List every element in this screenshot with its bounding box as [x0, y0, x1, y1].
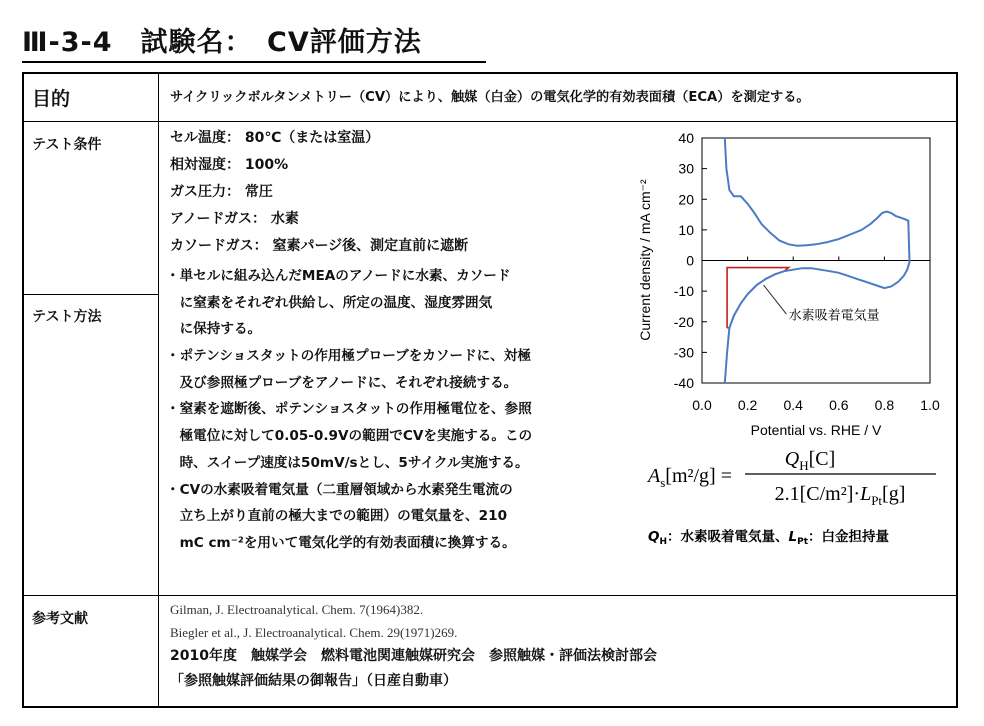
svg-text:QH[C] [785, 448, 836, 473]
y-tick-label: 30 [678, 160, 694, 177]
method-label: テスト方法 [32, 309, 102, 325]
column-divider [158, 74, 159, 706]
condition-item: セル温度： 80℃（または室温） [170, 130, 380, 146]
method-line: ・単セルに組み込んだMEAのアノードに水素、カソード [166, 268, 511, 284]
formula-den-const: 2.1[C/m²]· [774, 483, 861, 505]
formula-lhs-unit: [m²/g] = [665, 465, 732, 487]
formula-den-sub: Pt [871, 493, 883, 508]
formula-num-sub: H [799, 458, 809, 473]
condition-item: カソードガス： 窒素パージ後、測定直前に遮断 [170, 238, 469, 254]
y-tick-label: -40 [673, 375, 694, 391]
formula-numerator: [C] [808, 448, 836, 470]
conditions-label: テスト条件 [32, 137, 102, 153]
x-tick-label: 0.4 [783, 397, 803, 413]
y-tick-label: 20 [678, 191, 694, 208]
x-tick-label: 0.2 [737, 397, 758, 413]
svg-text:QH：水素吸着電気量、LPt：白金担持量 [648, 528, 890, 547]
y-tick-label: 40 [678, 130, 694, 146]
svg-text:As[m²/g] = [646, 465, 732, 490]
formula-lhs-symbol: A [648, 465, 661, 487]
method-text [166, 263, 532, 557]
cv-chart [620, 125, 950, 440]
method-line: に窒素をそれぞれ供給し、所定の温度、湿度雰囲気 [166, 294, 493, 311]
y-axis-title [637, 179, 653, 341]
annotation-label: 水素吸着電気量 [788, 308, 880, 324]
formula-lhs-sub: s [660, 475, 666, 490]
plot-marks [702, 138, 930, 383]
method-line: 極電位に対して0.05-0.9Vの範囲でCVを実施する。この [166, 428, 533, 445]
reference-item: 「参照触媒評価結果の御報告」（日産自動車） [170, 673, 457, 689]
svg-text:2.1[C/m²]·LPt[g] [775, 483, 906, 508]
method-line: ・CVの水素吸着電気量（二重層領域から水素発生電流の [166, 481, 513, 498]
y-tick-label: -10 [673, 283, 694, 300]
legend-l-text: ：白金担持量 [808, 529, 890, 545]
row-divider-purpose [24, 121, 956, 122]
method-line: に保持する。 [166, 321, 262, 338]
purpose-text: サイクリックボルタンメトリー（CV）により、触媒（白金）の電気化学的有効表面積（ECA）を測定する。 [170, 90, 810, 105]
x-tick-label: 0.0 [692, 397, 712, 413]
x-axis-label: Potential vs. RHE / V [750, 422, 882, 438]
conditions-list [170, 125, 468, 260]
method-line: 及び参照極プローブをアノードに、それぞれ接続する。 [166, 374, 518, 391]
legend-l-sub: Pt [797, 537, 809, 547]
condition-item: アノードガス： 水素 [170, 211, 299, 227]
legend-q-sub: H [659, 537, 668, 547]
method-line: mC cm⁻²を用いて電気化学的有効表面積に換算する。 [166, 534, 516, 551]
legend-q-text: ：水素吸着電気量、 [667, 529, 789, 545]
y-tick-label: -30 [673, 344, 694, 361]
references-list [170, 598, 657, 694]
annotation-leader-line [764, 285, 787, 314]
method-line: 時、スイープ速度は50mV/sとし、5サイクル実施する。 [166, 454, 529, 471]
eca-formula [640, 442, 960, 552]
reference-item: Biegler et al., J. Electroanalytical. Chem. 29(1971)269. [170, 625, 458, 640]
formula-den-unit: [g] [882, 483, 906, 505]
y-tick-label: 0 [686, 252, 694, 269]
condition-item: 相対湿度： 100% [170, 157, 289, 173]
y-tick-label: 10 [678, 221, 694, 238]
reference-item: 2010年度 触媒学会 燃料電池関連触媒研究会 参照触媒・評価法検討部会 [170, 648, 657, 664]
method-line: ・ポテンショスタットの作用極プローブをカソードに、対極 [166, 348, 532, 365]
legend-q-symbol: Q [648, 529, 660, 545]
reference-item: Gilman, J. Electroanalytical. Chem. 7(1964)382. [170, 602, 424, 617]
method-line: 立ち上がり直前の極大までの範囲）の電気量を、210 [166, 508, 508, 525]
title-underline [22, 61, 486, 63]
formula-num-symbol: Q [784, 448, 800, 470]
x-tick-label: 0.6 [829, 397, 849, 413]
formula-den-symbol: L [860, 483, 872, 505]
hydrogen-adsorption-region [727, 268, 789, 328]
page-title: Ⅲ-3-4 試験名： CV評価方法 [22, 27, 422, 58]
condition-item: ガス圧力： 常圧 [170, 184, 273, 200]
references-label: 参考文献 [32, 611, 88, 627]
row-divider-conditions [24, 294, 158, 295]
x-tick-label: 0.8 [874, 397, 895, 413]
y-tick-label: -20 [673, 313, 694, 330]
method-line: ・窒素を遮断後、ポテンショスタットの作用極電位を、参照 [166, 401, 532, 418]
x-tick-label: 1.0 [920, 397, 940, 413]
purpose-label: 目的 [32, 88, 71, 110]
row-divider-method [24, 595, 956, 596]
y-axis-label: Current density / mA cm⁻² [637, 179, 653, 341]
legend-l-symbol: L [788, 529, 798, 545]
